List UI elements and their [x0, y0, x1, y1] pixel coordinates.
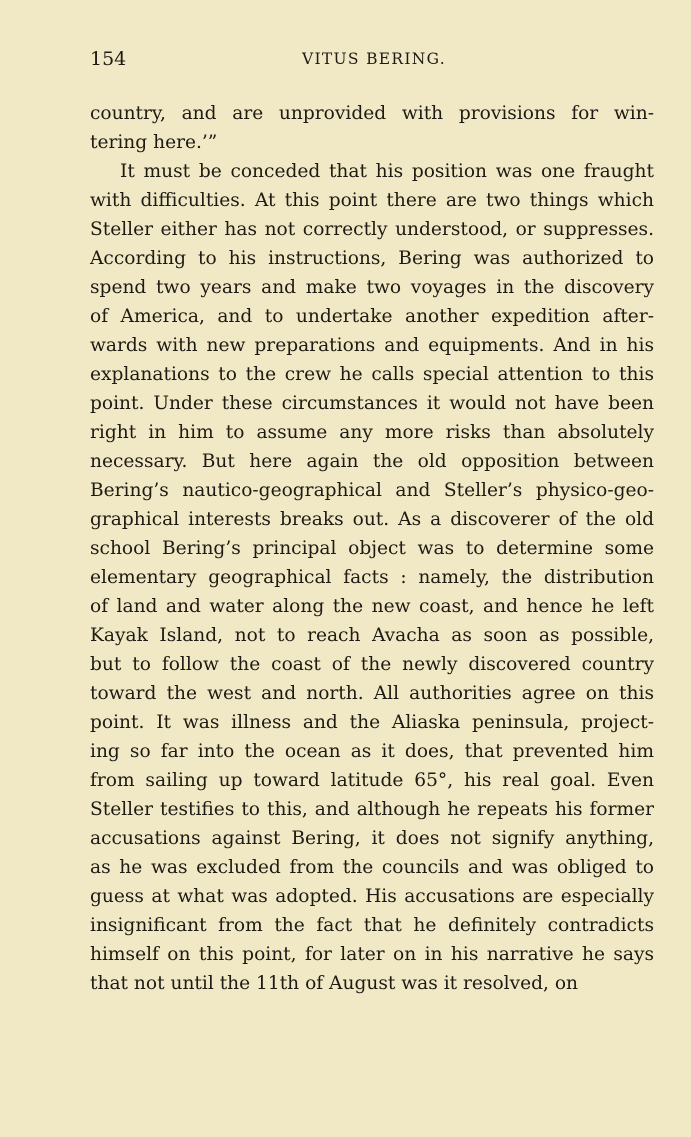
- paragraph: [90, 157, 654, 998]
- text-line: accusations against Bering, it does not signify anything,: [90, 828, 654, 849]
- text-line: necessary. But here again the old opposition between: [90, 451, 654, 472]
- text-line: explanations to the crew he calls special attention to this: [90, 364, 654, 385]
- text-line: Bering’s nautico-geographical and Steller’s physico-geo-: [90, 480, 654, 501]
- text-line: with difficulties. At this point there are two things which: [90, 190, 654, 211]
- text-line: According to his instructions, Bering was authorized to: [90, 248, 654, 269]
- text-line: himself on this point, for later on in his narrative he says: [90, 944, 654, 965]
- text-line: right in him to assume any more risks than absolutely: [90, 422, 654, 443]
- page-header: [90, 48, 654, 78]
- text-line: Kayak Island, not to reach Avacha as soon as possible,: [90, 625, 654, 646]
- body-text: [90, 99, 654, 998]
- text-line: It must be conceded that his position was one fraught: [120, 161, 654, 182]
- text-line: school Bering’s principal object was to determine some: [90, 538, 654, 559]
- text-line: graphical interests breaks out. As a discoverer of the old: [90, 509, 654, 530]
- text-line: Steller testifies to this, and although he repeats his former: [90, 799, 654, 820]
- text-line: ing so far into the ocean as it does, that prevented him: [90, 741, 654, 762]
- text-line: point. Under these circumstances it would not have been: [90, 393, 654, 414]
- text-line: of America, and to undertake another expedition after-: [90, 306, 654, 327]
- text-line: Steller either has not correctly understood, or suppresses.: [90, 219, 654, 240]
- paragraph: [90, 99, 654, 157]
- text-line: elementary geographical facts : namely, the distribution: [90, 567, 654, 588]
- text-line: tering here.’”: [90, 132, 218, 153]
- text-line: but to follow the coast of the newly discovered country: [90, 654, 654, 675]
- text-line: insignificant from the fact that he definitely contradicts: [90, 915, 654, 936]
- text-line: that not until the 11th of August was it resolved, on: [90, 973, 579, 994]
- text-line: country, and are unprovided with provisions for win-: [90, 103, 654, 124]
- text-line: guess at what was adopted. His accusations are especially: [90, 886, 654, 907]
- text-line: as he was excluded from the councils and was obliged to: [90, 857, 654, 878]
- text-line: wards with new preparations and equipments. And in his: [90, 335, 654, 356]
- text-line: point. It was illness and the Aliaska peninsula, project-: [90, 712, 654, 733]
- text-line: toward the west and north. All authorities agree on this: [90, 683, 654, 704]
- text-line: spend two years and make two voyages in the discovery: [90, 277, 654, 298]
- running-title: VITUS BERING.: [302, 50, 446, 68]
- page-number: 154: [90, 48, 127, 70]
- text-line: of land and water along the new coast, and hence he left: [90, 596, 654, 617]
- text-line: from sailing up toward latitude 65°, his real goal. Even: [90, 770, 654, 791]
